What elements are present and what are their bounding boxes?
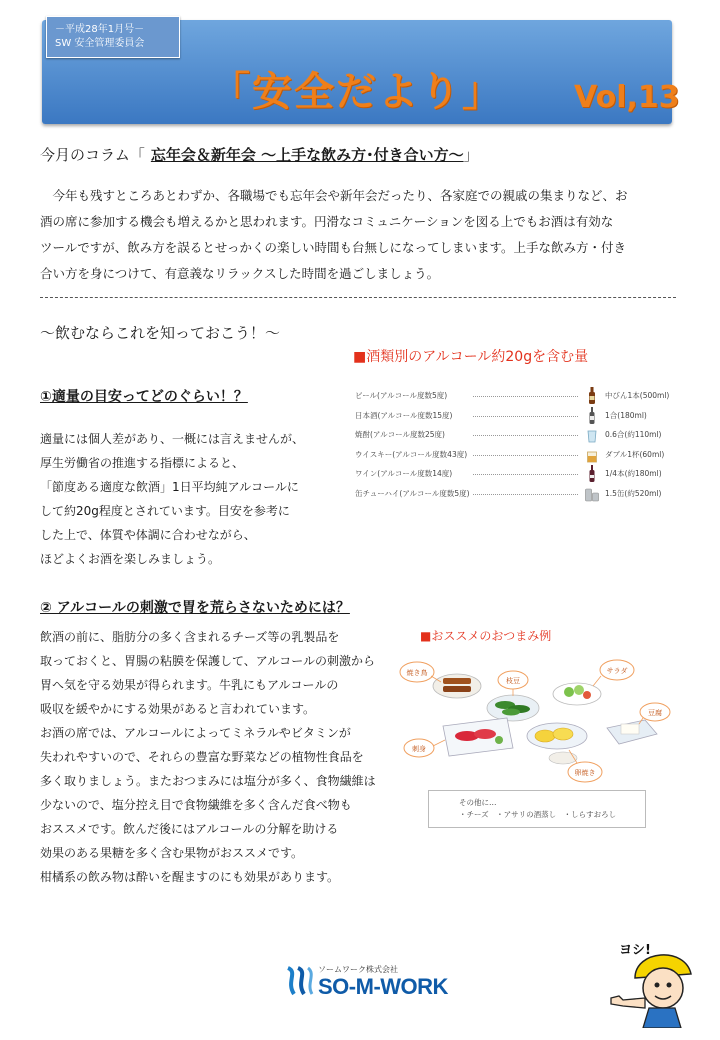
section1-line: して約20g程度とされています。目安を参考に [40, 504, 290, 518]
section2-body [40, 625, 400, 889]
yakitori-label-group [400, 662, 434, 682]
alcohol-name: ワイン(アルコール度数14度) [355, 469, 453, 478]
column-heading [40, 144, 479, 165]
section2-line: 失われやすいので、それらの豊富な野菜などの植物性食品を [40, 750, 364, 764]
column-intro [40, 183, 678, 287]
sashimi-label-group [404, 739, 434, 757]
section2-line: 柑橘系の飲み物は酔いを醒ますのにも効果があります。 [40, 870, 340, 884]
leader-dots [473, 455, 578, 456]
section1-body [40, 427, 330, 571]
issue-date: －平成28年1月号－ [55, 24, 145, 35]
company-logo [282, 962, 482, 1002]
alcohol-name: ウイスキー(アルコール度数43度) [355, 449, 468, 459]
section2-heading: ② アルコールの刺激で胃を荒らさないためには？ [40, 600, 350, 616]
other-snacks-list: ・チーズ ・アサリの酒蒸し ・しらすおろし [459, 810, 617, 819]
tofu-label-group [640, 703, 670, 721]
column-title: 忘年会＆新年会 ～上手な飲み方･付き合い方～ [150, 146, 464, 164]
section2-line: 吸収を緩やかにする効果があると言われています。 [40, 702, 316, 716]
alcohol-row-chuhai [355, 484, 675, 504]
sw-logo-icon [282, 964, 316, 1000]
label-tamagoyaki: 卵焼き [574, 769, 596, 777]
label-yakitori: 焼き鳥 [406, 669, 428, 677]
section2-line: お酒の席では、アルコールによってミネラルやビタミンが [40, 726, 351, 740]
section2-line: 少ないので、塩分控え目で食物繊維を多く含んだ食べ物も [40, 798, 352, 812]
shochu-glass-icon [585, 426, 599, 443]
leader-dots [473, 435, 578, 436]
section2-line: 飲酒の前に、脂肪分の多く含まれるチーズ等の乳製品を [40, 630, 340, 644]
whisky-glass-icon [585, 446, 599, 463]
company-name-small: ソームワーク株式会社 [318, 965, 398, 974]
snack-title: ■おススメのおつまみ例 [420, 629, 552, 643]
leader-dots [473, 494, 578, 495]
alcohol-amount: 0.6合(約110ml) [605, 430, 662, 439]
section1-line: 適量には個人差があり、一概には言えませんが、 [40, 432, 305, 446]
label-edamame: 枝豆 [506, 677, 520, 685]
alcohol-name: 缶チューハイ(アルコール度数5度) [355, 488, 470, 498]
know-heading: ～飲むならこれを知っておこう！～ [40, 324, 281, 342]
mascot-pointing-hand [611, 996, 645, 1008]
label-sashimi: 刺身 [412, 745, 426, 753]
section2-line: 胃へ気を守る効果が得られます。牛乳にもアルコールの [40, 678, 339, 692]
alcohol-amount: 1合(180ml) [605, 410, 647, 420]
section2-line: 取っておくと、胃腸の粘膜を保護して、アルコールの刺激から [40, 654, 376, 668]
can-icon [585, 485, 599, 502]
section1-line: した上で、体質や体調に合わせながら、 [40, 528, 256, 542]
intro-line: ツールですが、飲み方を誤るとせっかくの楽しい時間も台無しになってしまいます。上手な飲み方・付き [40, 240, 627, 255]
alcohol-row-wine [355, 464, 675, 484]
alcohol-row-sake [355, 406, 675, 426]
section1-line: 「節度ある適度な飲酒」1日平均純アルコールに [40, 480, 299, 494]
leader-dots [473, 396, 578, 397]
section-divider [40, 297, 676, 298]
newsletter-title: 「安全だより」 [210, 69, 504, 115]
section2-line: おススメです。飲んだ後にはアルコールの分解を助ける [40, 822, 339, 836]
volume-number: Vol,13 [574, 80, 680, 115]
alcohol-name: 日本酒(アルコール度数15度) [355, 410, 453, 420]
column-suffix: 」 [463, 146, 479, 164]
other-snacks-title: その他に… [459, 798, 497, 807]
alcohol-chart-title: ■酒類別のアルコール約20gを含む量 [353, 349, 589, 365]
section1-line: ほどよくお酒を楽しみましょう。 [40, 552, 221, 566]
wine-bottle-icon [585, 465, 599, 482]
intro-line: 酒の席に参加する機会も増えるかと思われます。円滑なコミュニケーションを図る上でもお酒は有効な [40, 214, 614, 229]
alcohol-row-shochu [355, 425, 675, 445]
committee-name: SW 安全管理委員会 [55, 38, 145, 49]
intro-line: 合い方を身につけて、有意義なリラックスした時間を過ごしましょう。 [40, 266, 440, 281]
alcohol-amount: 1/4本(約180ml) [605, 469, 662, 478]
issue-label-box [46, 16, 180, 58]
section2-line: 多く取りましょう。またおつまみには塩分が多く、食物繊維は [40, 774, 376, 788]
label-tofu: 豆腐 [648, 709, 662, 717]
alcohol-amount: ダブル1杯(60ml) [605, 449, 665, 459]
leader-dots [473, 416, 578, 417]
leader-dots [473, 474, 578, 475]
intro-line: 今年も残すところあとわずか、各職場でも忘年会や新年会だったり、各家庭での親戚の集まりなど、お [52, 188, 628, 203]
alcohol-table [355, 386, 675, 503]
salad-label-group [600, 660, 634, 680]
alcohol-amount: 1.5缶(約520ml) [605, 488, 662, 498]
company-name: SO-M-WORK [318, 974, 448, 999]
mascot-yoshi-text: ヨシ! [619, 943, 651, 958]
section1-line: 厚生労働省の推進する指標によると、 [40, 456, 245, 470]
beer-bottle-icon [585, 387, 599, 404]
sake-bottle-icon [585, 407, 599, 424]
edamame-label-group [498, 671, 528, 689]
section2-line: 効果のある果糖を多く含む果物がおススメです。 [40, 846, 304, 860]
mascot-illustration [605, 938, 705, 1028]
mascot-body [643, 1008, 681, 1028]
alcohol-name: 焼酎(アルコール度数25度) [355, 430, 445, 439]
other-snacks-box [428, 790, 646, 828]
column-prefix: 今月のコラム「 [40, 146, 145, 164]
alcohol-row-beer [355, 386, 675, 406]
alcohol-row-whisky [355, 445, 675, 465]
label-salad: サラダ [606, 667, 628, 675]
alcohol-name: ビール(アルコール度数5度) [355, 391, 448, 400]
mascot-face [643, 968, 683, 1008]
section1-heading: ①適量の目安ってどのぐらい！？ [40, 389, 248, 405]
alcohol-amount: 中びん1本(500ml) [605, 391, 670, 400]
tamagoyaki-label-group [568, 762, 602, 782]
